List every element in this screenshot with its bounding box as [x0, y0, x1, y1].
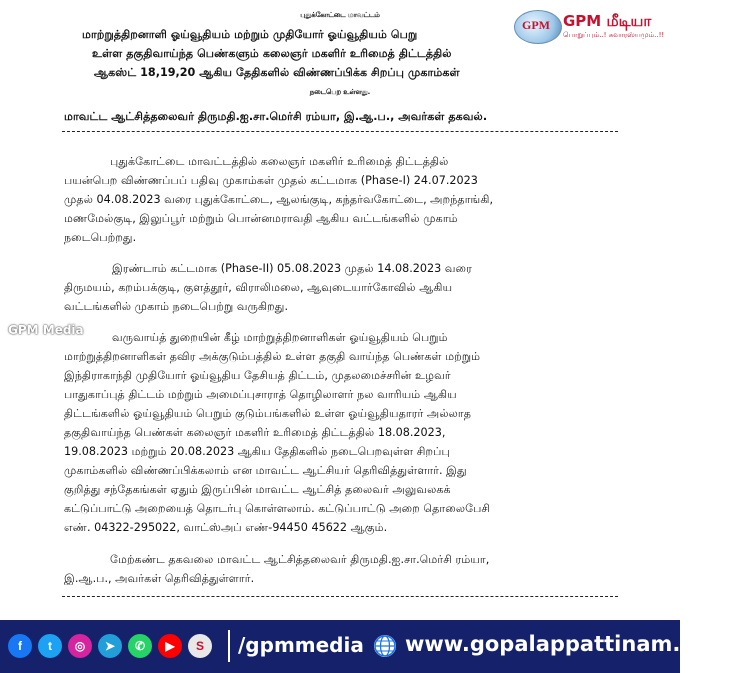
para3-line: தகுதிவாய்ந்த பெண்கள் கலைஞர் மகளிர் உரிமைத் திட்டத்தில் 18.08.2023,	[64, 426, 446, 439]
whatsapp-icon[interactable]: ✆	[128, 634, 152, 658]
telegram-icon[interactable]: ➤	[98, 634, 122, 658]
para4-line: இ.ஆ.ப., அவர்கள் தெரிவித்துள்ளார்.	[64, 572, 255, 585]
website-url[interactable]: www.gopalappattinam.com	[405, 632, 729, 656]
facebook-icon[interactable]: f	[8, 634, 32, 658]
watermark: GPM Media	[8, 323, 84, 337]
logo-tagline: பொறுப்பும்..! சுவாரஸ்யமும்..!!	[563, 31, 665, 39]
headline-line: நடைபெற உள்ளது.	[309, 88, 371, 96]
social-handle[interactable]: /gpmmedia	[238, 633, 364, 657]
para1-line: முதல் 04.08.2023 வரை புதுக்கோட்டை, ஆலங்குடி, கந்தர்வகோட்டை, அறந்தாங்கி,	[64, 193, 494, 206]
para3-line: முகாம்களில் விண்ணப்பிக்கலாம் என மாவட்ட ஆட்சியர் தெரிவித்துள்ளார். இது	[64, 464, 467, 477]
para3-line: மாற்றுத்திறனாளிகள் தவிர அக்குடும்பத்தில் உள்ள தகுதி வாய்ந்த பெண்கள் மற்றும்	[64, 350, 481, 363]
divider	[62, 131, 618, 132]
para3-line: குறித்து சந்தேகங்கள் ஏதும் இருப்பின் மாவட்ட ஆட்சித் தலைவர் அலுவலகக்	[64, 483, 451, 496]
para2-line: வட்டங்களில் முகாம் நடைபெற்று வருகிறது.	[64, 300, 289, 313]
divider	[62, 596, 618, 597]
footer-separator	[228, 630, 230, 662]
headline-line: உள்ள தகுதிவாய்ந்த பெண்களும் கலைஞர் மகளிர் உரிமைத் திட்டத்தில்	[92, 47, 452, 60]
para3-line: கட்டுப்பாட்டு அறையைத் தொடர்பு கொள்ளலாம். கட்டுப்பாட்டு அறை தொலைபேசி	[64, 502, 491, 515]
district-title: புதுக்கோட்டை மாவட்டம்	[300, 11, 380, 19]
logo-badge: GPM	[522, 18, 550, 32]
byline: மாவட்ட ஆட்சித்தலைவர் திருமதி.ஐ.சா.மெர்சி ரம்யா, இ.ஆ.ப., அவர்கள் தகவல்.	[64, 110, 488, 123]
globe-icon	[372, 633, 398, 659]
para4-line: மேற்கண்ட தகவலை மாவட்ட ஆட்சித்தலைவர் திருமதி.ஐ.சா.மெர்சி ரம்யா,	[110, 553, 490, 566]
para3-line: வருவாய்த் துறையின் கீழ் மாற்றுத்திறனாளிகள் ஓய்வூதியம் பெறும்	[112, 331, 448, 344]
twitter-icon[interactable]: t	[38, 634, 62, 658]
para3-line: 19.08.2023 மற்றும் 20.08.2023 ஆகிய தேதிகளில் நடைபெறவுள்ள சிறப்பு	[64, 445, 450, 458]
para2-line: இரண்டாம் கட்டமாக (Phase-II) 05.08.2023 முதல் 14.08.2023 வரை	[112, 262, 472, 275]
para1-line: புதுக்கோட்டை மாவட்டத்தில் கலைஞர் மகளிர் உரிமைத் திட்டத்தில்	[110, 155, 449, 168]
para1-line: மணமேல்குடி, இலுப்பூர் மற்றும் பொன்னமராவதி ஆகிய வட்டங்களில் முகாம்	[64, 212, 458, 225]
instagram-icon[interactable]: ◎	[68, 634, 92, 658]
logo-title: GPM மீடியா	[563, 12, 652, 30]
youtube-icon[interactable]: ▶	[158, 634, 182, 658]
para3-line: இந்திராகாந்தி முதியோர் ஓய்வூதிய தேசியத் திட்டம், முதலமைச்சரின் உழவர்	[64, 369, 451, 382]
para1-line: பயன்பெற விண்ணப்பப் பதிவு முகாம்கள் முதல் கட்டமாக (Phase-I) 24.07.2023	[64, 174, 478, 187]
headline-line: மாற்றுத்திறனாளி ஓய்வூதியம் மற்றும் முதியோர் ஓய்வூதியம் பெறு	[82, 28, 418, 41]
para3-line: திட்டங்களில் ஓய்வூதியம் பெறும் குடும்பங்களில் உள்ள ஓய்வூதியதாரர் அல்லாத	[64, 407, 472, 420]
para3-line: பாதுகாப்புத் திட்டம் மற்றும் அமைப்புசாராத் தொழிலாளர் நல வாரியம் ஆகிய	[64, 388, 457, 401]
footer-banner	[0, 620, 729, 673]
sharechat-icon[interactable]: S	[188, 634, 212, 658]
para2-line: திருமயம், கறம்பக்குடி, குளத்தூர், விராலிமலை, ஆவுடையார்கோவில் ஆகிய	[64, 281, 453, 294]
para3-line: எண். 04322-295022, வாட்ஸ்அப் எண்-94450 45622 ஆகும்.	[64, 521, 388, 534]
gpm-media-logo[interactable]	[510, 10, 678, 44]
para1-line: நடைபெற்றது.	[64, 231, 137, 244]
headline-line: ஆகஸ்ட் 18,19,20 ஆகிய தேதிகளில் விண்ணப்பிக்க சிறப்பு முகாம்கள்	[94, 66, 460, 79]
